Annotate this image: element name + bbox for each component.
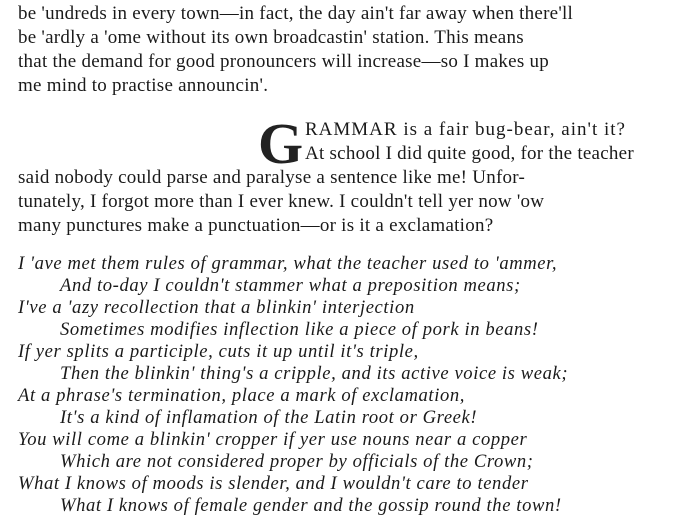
text-line: be 'ardly a 'ome without its own broadcastin' station. This means [18,27,524,48]
poem-line: What I knows of female gender and the gossip round the town! [60,495,562,516]
text-line: said nobody could parse and paralyse a sentence like me! Unfor- [18,167,526,188]
poem-line: I 'ave met them rules of grammar, what the teacher used to 'ammer, [18,253,558,274]
text-line: RAMMAR is a fair bug-bear, ain't it? [305,119,626,140]
poem-line: Which are not considered proper by officials of the Crown; [60,451,534,472]
drop-cap: G [258,111,304,176]
poem-line: If yer splits a participle, cuts it up until it's triple, [18,341,419,362]
poem-line: And to-day I couldn't stammer what a preposition means; [60,275,521,296]
text-line: tunately, I forgot more than I ever knew. I couldn't tell yer now 'ow [18,191,545,212]
poem-line: It's a kind of inflamation of the Latin root or Greek! [60,407,478,428]
text-line: many punctures make a punctuation—or is it a exclamation? [18,215,494,236]
poem-line: At a phrase's termination, place a mark of exclamation, [18,385,466,406]
text-line: be 'undreds in every town—in fact, the day ain't far away when there'll [18,3,574,24]
text-line: At school I did quite good, for the teacher [305,143,634,164]
text-line: me mind to practise announcin'. [18,75,269,96]
poem-line: I've a 'azy recollection that a blinkin' interjection [18,297,415,318]
poem-line: What I knows of moods is slender, and I wouldn't care to tender [18,473,529,494]
poem-line: Then the blinkin' thing's a cripple, and its active voice is weak; [60,363,569,384]
poem-line: You will come a blinkin' cropper if yer use nouns near a copper [18,429,528,450]
poem-line: Sometimes modifies inflection like a piece of pork in beans! [60,319,539,340]
text-line: that the demand for good pronouncers will increase—so I makes up [18,51,549,72]
